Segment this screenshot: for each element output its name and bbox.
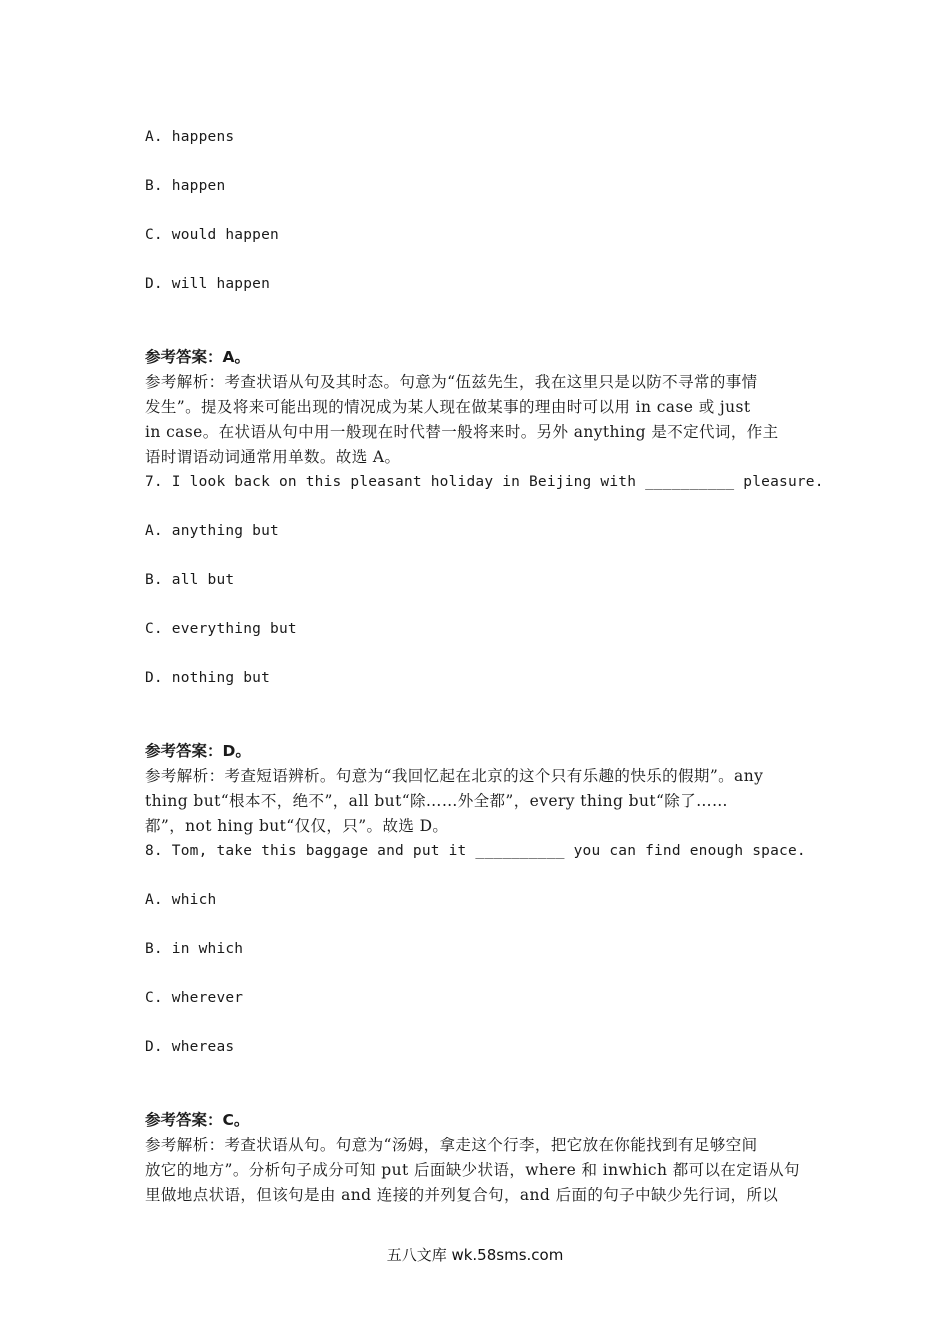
q7-option-b: B. all but <box>145 572 235 588</box>
q8-option-b: B. in which <box>145 941 244 957</box>
q7-question: 7. I look back on this pleasant holiday in Beijing with __________ pleasure. <box>145 474 824 490</box>
q8-option-d: D. whereas <box>145 1039 235 1055</box>
q6-analysis-line: in case。在状语从句中用一般现在时代替一般将来时。另外 anything 是不定代词，作主 <box>145 423 779 441</box>
q6-option-b: B. happen <box>145 178 226 194</box>
q6-analysis-line: 语时谓语动词通常用单数。故选 A。 <box>145 448 401 466</box>
q7-analysis-line: 参考解析：考查短语辨析。句意为“我回忆起在北京的这个只有乐趣的快乐的假期”。any <box>145 767 764 785</box>
q6-option-c: C. would happen <box>145 227 279 243</box>
q6-answer: 参考答案：A。 <box>145 348 250 366</box>
footer-watermark: 五八文库 wk.58sms.com <box>386 1246 564 1264</box>
q7-option-a: A. anything but <box>145 523 279 539</box>
q8-option-a: A. which <box>145 892 217 908</box>
q8-analysis-line: 放它的地方”。分析句子成分可知 put 后面缺少状语，where 和 inwhich 都可以在定语从句 <box>145 1161 800 1179</box>
q7-option-d: D. nothing but <box>145 670 271 686</box>
q6-analysis-line: 参考解析：考查状语从句及其时态。句意为“伍兹先生，我在这里只是以防不寻常的事情 <box>145 373 758 391</box>
q8-answer: 参考答案：C。 <box>145 1111 250 1129</box>
q8-option-c: C. wherever <box>145 990 244 1006</box>
q6-analysis-line: 发生”。提及将来可能出现的情况成为某人现在做某事的理由时可以用 in case 或 just <box>145 398 751 416</box>
q7-option-c: C. everything but <box>145 621 297 637</box>
q7-analysis-line: thing but“根本不，绝不”，all but“除……外全都”，every thing but“除了…… <box>145 792 728 810</box>
q8-question: 8. Tom, take this baggage and put it __________ you can find enough space. <box>145 843 806 859</box>
q8-analysis-line: 参考解析：考查状语从句。句意为“汤姆，拿走这个行李，把它放在你能找到有足够空间 <box>145 1136 758 1154</box>
q8-analysis-line: 里做地点状语，但该句是由 and 连接的并列复合句，and 后面的句子中缺少先行词，所以 <box>145 1186 779 1204</box>
q6-option-d: D. will happen <box>145 276 271 292</box>
q7-analysis-line: 都”，not hing but“仅仅，只”。故选 D。 <box>145 817 449 835</box>
q7-answer: 参考答案：D。 <box>145 742 251 760</box>
q6-option-a: A. happens <box>145 129 235 145</box>
